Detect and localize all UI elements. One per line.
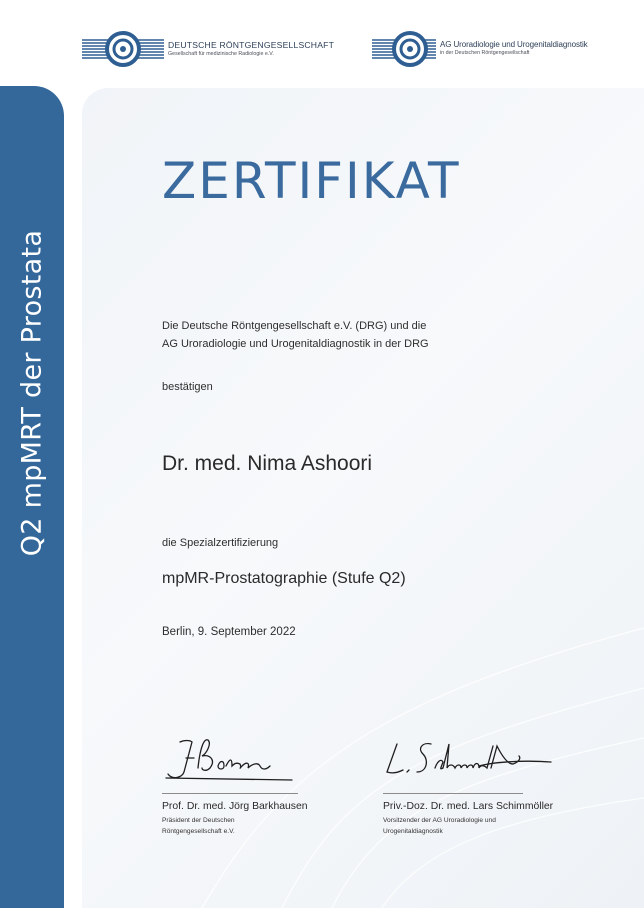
recipient-name: Dr. med. Nima Ashoori (162, 452, 373, 475)
ag-logo-mark-icon (372, 28, 436, 70)
confirm-text: bestätigen (162, 381, 213, 393)
signature-barkhausen-icon (162, 728, 298, 786)
signature-schimmoeller-icon (383, 728, 553, 786)
intro-line-2: AG Uroradiologie und Urogenitaldiagnostik in der DRG (162, 337, 429, 350)
signatory-role (162, 816, 312, 837)
spezial-label: die Spezialzertifizierung (162, 537, 279, 549)
intro-line-1: Die Deutsche Röntgengesellschaft e.V. (DRG) und die (162, 320, 427, 332)
signature-line (383, 793, 523, 794)
certificate-title: ZERTIFIKAT (162, 152, 461, 210)
certification-title: mpMR-Prostatographie (Stufe Q2) (162, 570, 406, 587)
signature-line (162, 793, 298, 794)
signatory-name: Priv.-Doz. Dr. med. Lars Schimmöller (383, 801, 554, 812)
ag-logo-subtitle: in der Deutschen Röntgengesellschaft (440, 50, 530, 57)
ag-logo-name: AG Uroradiologie und Urogenitaldiagnostik (440, 40, 588, 50)
signatory-role-line-1: Präsident der Deutschen (162, 817, 235, 824)
intro-text (162, 318, 429, 353)
drg-logo (82, 28, 334, 70)
signatory-role-line-2: Röntgengesellschaft e.V. (162, 827, 235, 835)
ag-logo (372, 28, 588, 70)
signatory-role-line-1: Vorsitzender der AG Uroradiologie und (383, 817, 496, 824)
signatory-name: Prof. Dr. med. Jörg Barkhausen (162, 801, 308, 812)
signatory-role-line-2: Urogenitaldiagnostik (383, 827, 443, 835)
drg-logo-name: DEUTSCHE RÖNTGENGESELLSCHAFT (168, 39, 335, 50)
signature-block-president (162, 728, 312, 837)
drg-logo-mark-icon (82, 28, 164, 70)
signature-block-chair (383, 728, 553, 837)
place-date: Berlin, 9. September 2022 (162, 626, 296, 638)
signatory-role (383, 816, 533, 837)
sidebar-vertical-title: Q2 mpMRT der Prostata (16, 229, 48, 557)
drg-logo-subtitle: Gesellschaft für medizinische Radiologie e.V. (168, 50, 274, 57)
